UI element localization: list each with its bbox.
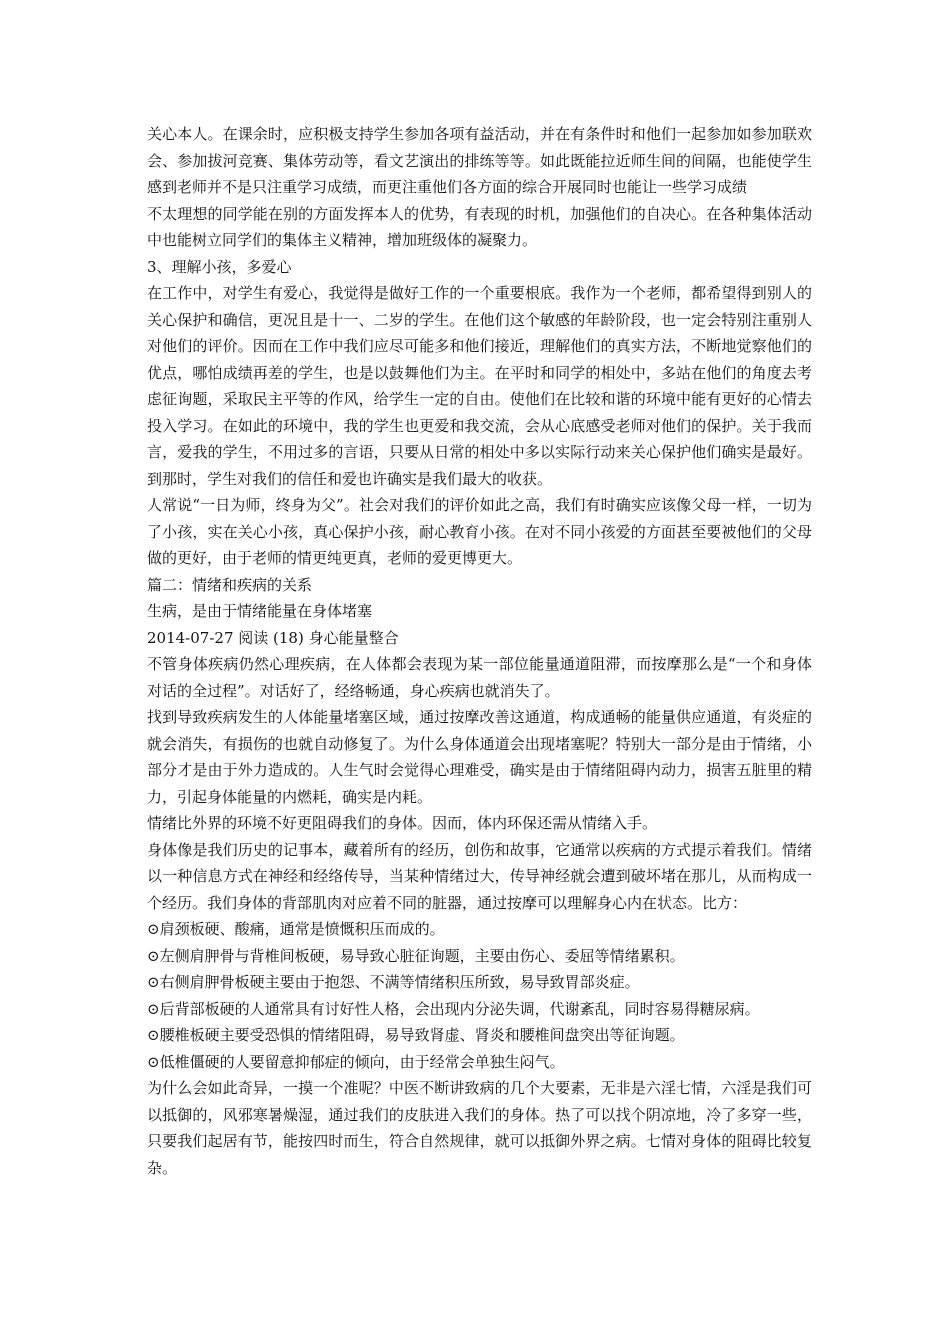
list-item-left-shoulder-blade: ⊙左侧肩胛骨与背椎间板硬，易导致心脏征询题，主要由伤心、委屈等情绪累积。 <box>147 946 685 965</box>
list-item-back: ⊙后背部板硬的人通常具有讨好性人格，会出现内分泌失调，代谢紊乱，同时容易得糖尿病。 <box>147 999 760 1018</box>
paragraph-blockage-causes: 找到导致疾病发生的人体能量堵塞区域，通过按摩改善这通道，构成通畅的能量供应通道，有炎症的就会消失，有损伤的也就自动修复了。为什么身体通道会出现堵塞呢？特别大一部分是由于情绪，小部分才是由于外力造成的。人生气时会觉得心理难受，确实是由于情绪阻碍内动力，损害五脏里的精力，引起身体能量的内燃耗，确实是内耗。 <box>147 708 812 806</box>
section-heading-understand-children: 3、理解小孩，多爱心 <box>147 257 292 276</box>
list-item-right-shoulder-blade: ⊙右侧肩胛骨板硬主要由于抱怨、不满等情绪积压所致，易导致胃部炎症。 <box>147 973 640 991</box>
paragraph-six-excesses: 为什么会如此奇异，一摸一个准呢？中医不断讲致病的几个大要素，无非是六淫七情，六淫是我们可以抵御的，风邪寒暑燥湿，通过我们的皮肤进入我们的身体。热了可以找个阴凉地，冷了多穿一些，只要我们起居有节，能按四时而生，符合自然规律，就可以抵御外界之病。七情对身体的阻碍比较复杂。 <box>147 1079 812 1177</box>
list-item-lower-spine: ⊙低椎僵硬的人要留意抑郁症的倾向，由于经常会单独生闷气。 <box>147 1052 565 1071</box>
paragraph-teacher-as-parent: 人常说“一日为师，终身为父”。社会对我们的评价如此之高，我们有时确实应该像父母一样，一切为了小孩，实在关心小孩，真心保护小孩，耐心教育小孩。在对不同小孩爱的方面甚至要被他们的父母做的更好，由于老师的情更纯更真，老师的爱更博更大。 <box>147 496 812 567</box>
paragraph-emotion-impact: 情绪比外界的环境不好更阻碍我们的身体。因而，体内环保还需从情绪入手。 <box>147 814 658 832</box>
paragraph-love-at-work: 在工作中，对学生有爱心，我觉得是做好工作的一个重要根底。我作为一个老师，都希望得到别人的关心保护和确信，更况且是十一、二岁的学生。在他们这个敏感的年龄阶段，也一定会特别注重别人对他们的评价。因而在工作中我们应尽可能多和他们接近，理解他们的真实方法，不断地觉察他们的优点，哪怕成绩再差的学生，也是以鼓舞他们为主。在平时和同学的相处中，多站在他们的角度去考虑征询题，采取民主平等的作风，给学生一定的自由。使他们在比较和谐的环境中能有更好的心情去投入学习。在如此的环境中，我的学生也更爱和我交流，会从心底感受老师对他们的保护。关于我而言，爱我的学生，不用过多的言语，只要从日常的相处中多以实际行动来关心保护他们确实是最好。到那时，学生对我们的信任和爱也许确实是我们最大的收获。 <box>147 284 812 488</box>
paragraph-care-for-students: 关心本人。在课余时，应积极支持学生参加各项有益活动，并在有条件时和他们一起参加如参加联欢会、参加拔河竞赛、集体劳动等，看文艺演出的排练等等。如此既能拉近师生间的间隔，也能使学生感到老师并不是只注重学习成绩，而更注重他们各方面的综合开展同时也能让一些学习成绩 <box>147 125 812 196</box>
paragraph-body-history: 身体像是我们历史的记事本，藏着所有的经历，创伤和故事，它通常以疾病的方式提示着我们。情绪以一种信息方式在神经和经络传导，当某种情绪过大，传导神经就会遭到破坏堵在那儿，从而构成一个经历。我们身体的背部肌肉对应着不同的脏器，通过按摩可以理解身心内在状态。比方： <box>147 840 812 912</box>
paragraph-collective-spirit: 不太理想的同学能在别的方面发挥本人的优势，有表现的时机，加强他们的自决心。在各种集体活动中也能树立同学们的集体主义精神，增加班级体的凝聚力。 <box>147 204 812 249</box>
article-meta: 2014-07-27 阅读 (18) 身心能量整合 <box>147 628 399 647</box>
list-item-lumbar: ⊙腰椎板硬主要受恐惧的情绪阻碍，易导致肾虚、肾炎和腰椎间盘突出等征询题。 <box>147 1026 685 1044</box>
paragraph-energy-channels: 不管身体疾病仍然心理疾病，在人体都会表现为某一部位能量通道阻滞，而按摩那么是“一个和身体对话的全过程”。对话好了，经络畅通，身心疾病也就消失了。 <box>147 655 812 700</box>
list-item-shoulder-neck: ⊙肩颈板硬、酸痛，通常是愤慨积压而成的。 <box>147 920 445 938</box>
article-heading-part-two: 篇二：情绪和疾病的关系 <box>147 575 313 594</box>
article-subtitle: 生病，是由于情绪能量在身体堵塞 <box>147 602 373 620</box>
document-body <box>147 121 812 1181</box>
